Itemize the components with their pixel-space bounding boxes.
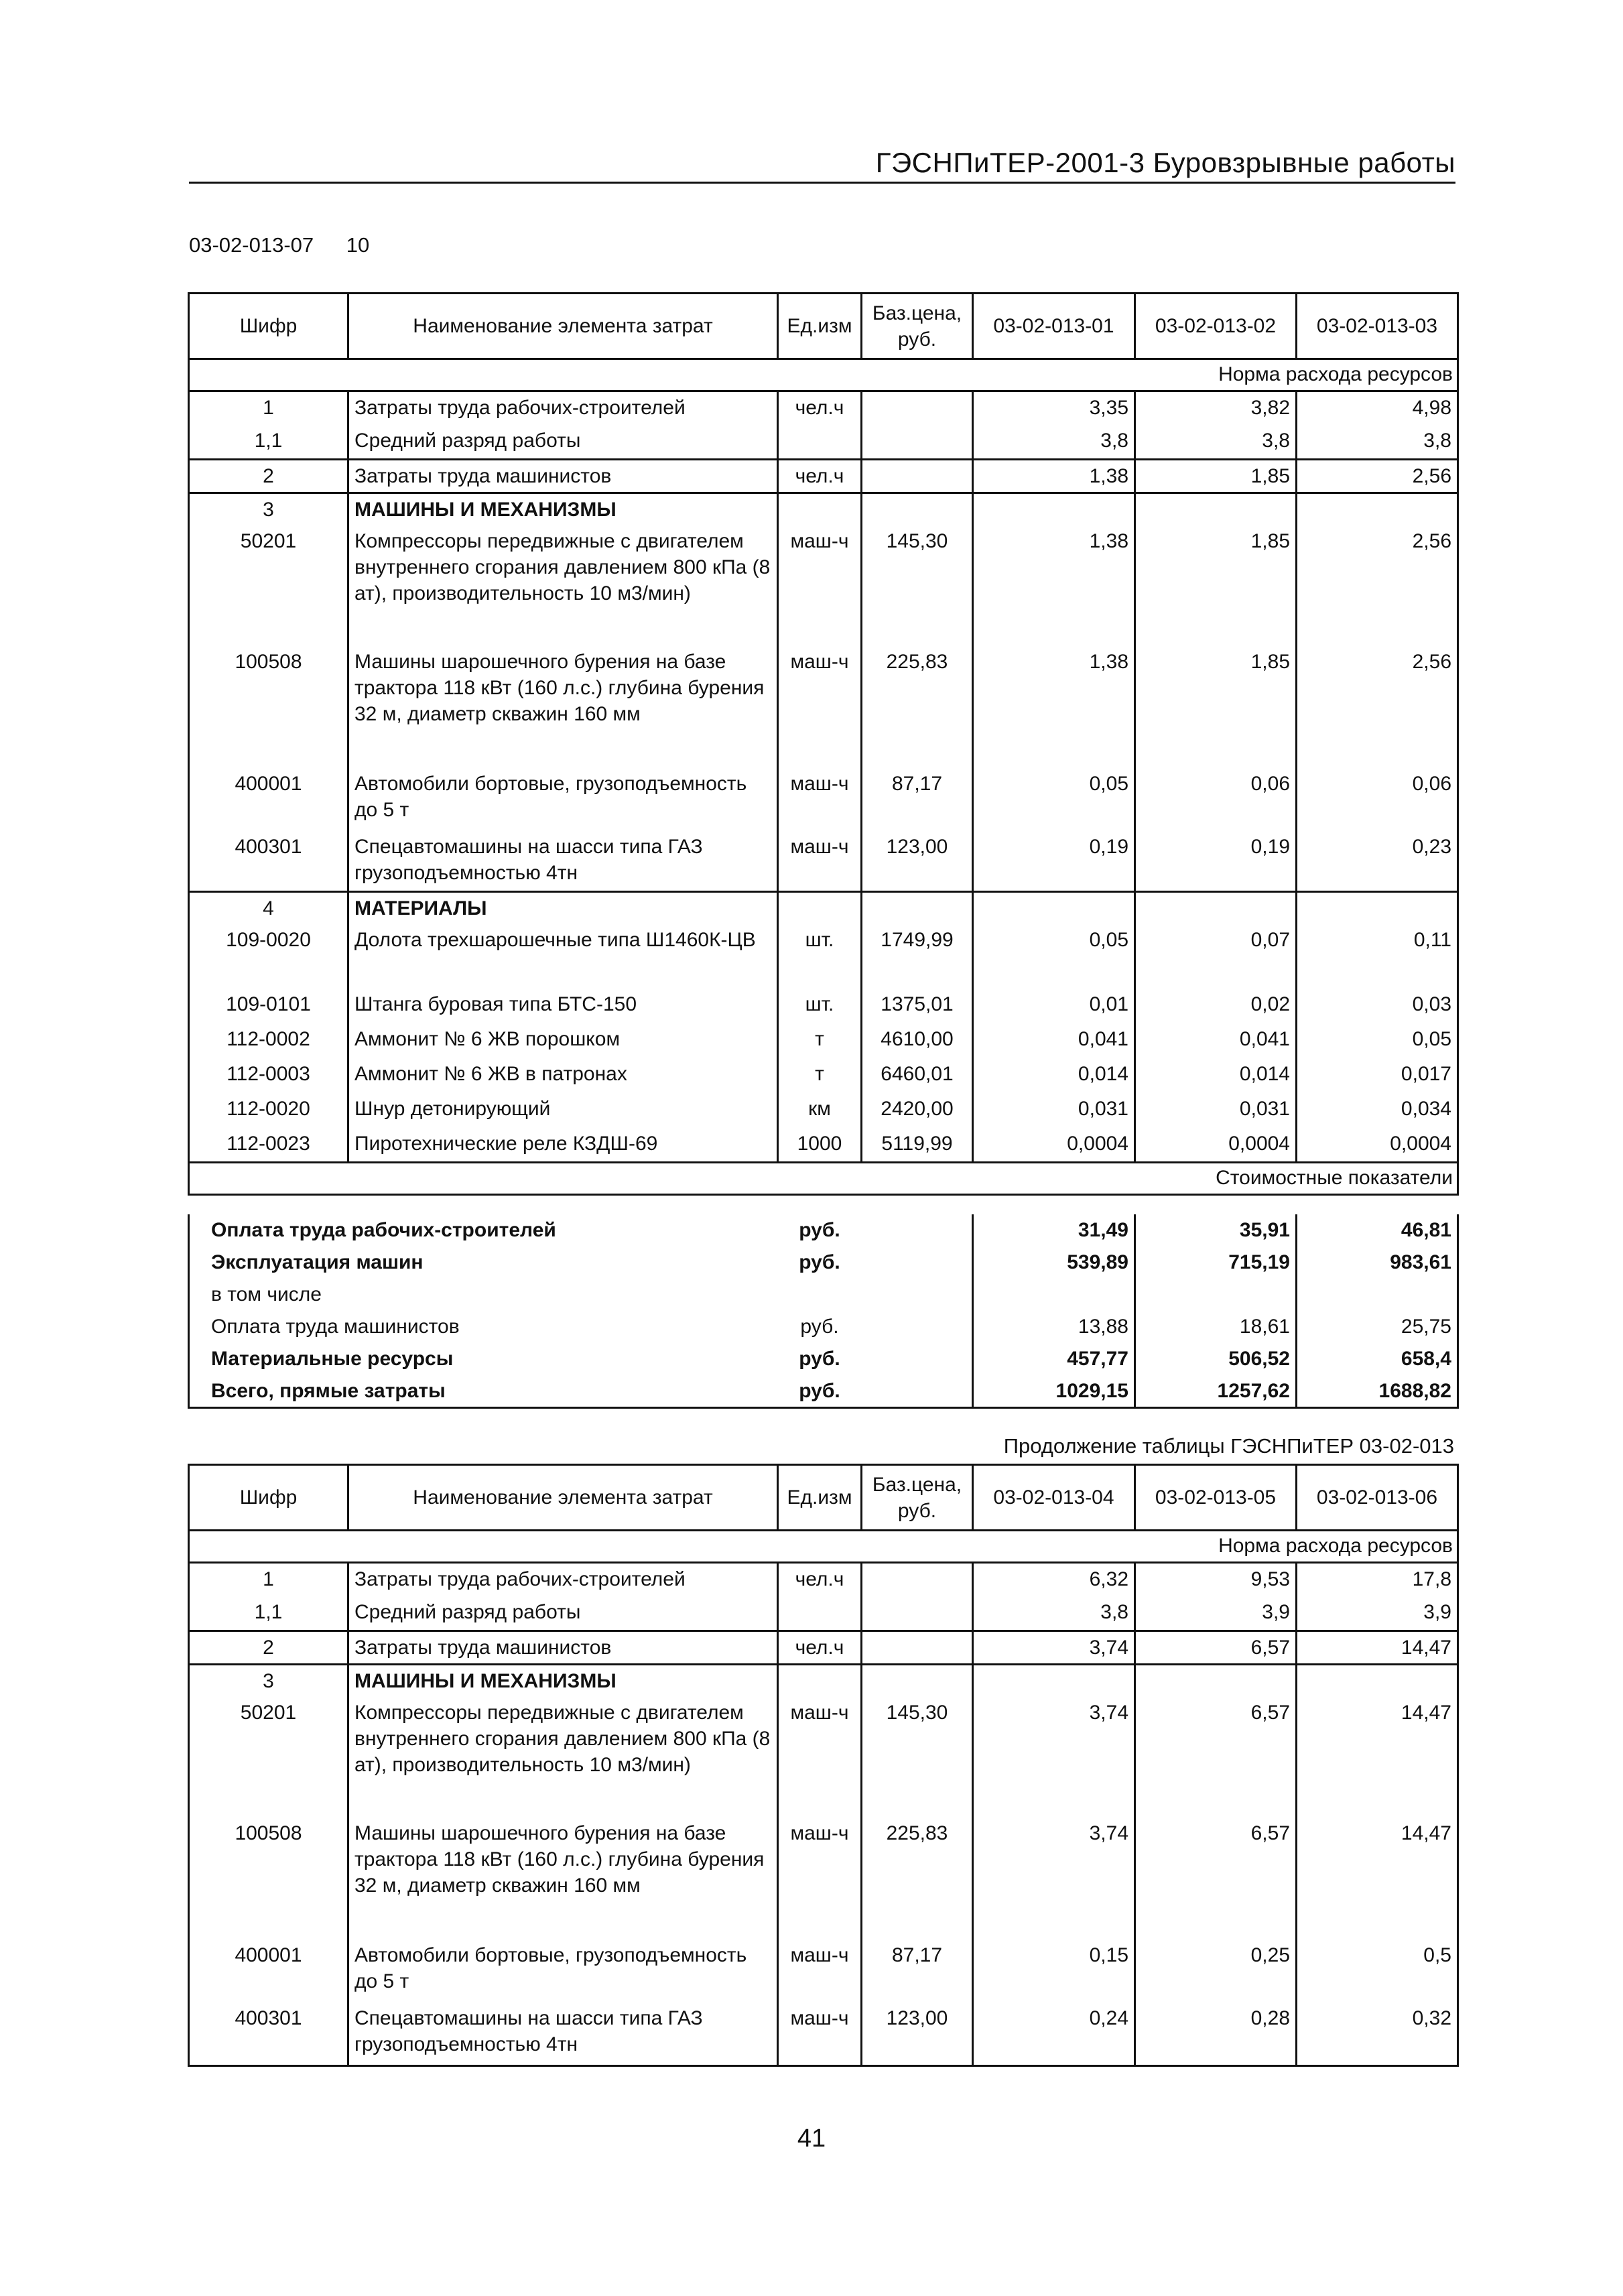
header-price: Баз.цена, руб.	[862, 1465, 973, 1531]
summary-value-2: 1257,62	[1135, 1375, 1297, 1408]
row-price	[862, 1596, 973, 1631]
header-col-2: 03-02-013-05	[1135, 1465, 1297, 1531]
header-col-3: 03-02-013-03	[1297, 294, 1458, 359]
summary-unit: руб.	[800, 1316, 839, 1338]
row-name: Затраты труда машинистов	[348, 1631, 778, 1665]
row-name: Долота трехшарошечные типа Ш1460К-ЦВ	[348, 924, 778, 988]
summary-row	[189, 1375, 1458, 1408]
row-price: 225,83	[862, 1817, 973, 1939]
row-unit: чел.ч	[778, 460, 862, 493]
row-value-3: 0,0004	[1297, 1128, 1458, 1163]
row-unit: шт.	[778, 988, 862, 1023]
summary-value-1: 13,88	[973, 1311, 1135, 1343]
summary-value-3	[1297, 1279, 1458, 1311]
summary-unit: руб.	[799, 1348, 840, 1370]
row-unit	[778, 891, 862, 924]
row-name: Спецавтомашины на шасси типа ГАЗ грузоподъемностью 4тн	[348, 831, 778, 891]
row-value-1: 3,74	[973, 1817, 1135, 1939]
row-price	[862, 425, 973, 460]
row-value-1: 3,74	[973, 1697, 1135, 1817]
row-value-1: 6,32	[973, 1563, 1135, 1596]
table-row	[189, 391, 1458, 425]
section-cost-label: Стоимостные показатели	[189, 1163, 1458, 1195]
row-value-1: 0,0004	[973, 1128, 1135, 1163]
row-unit: т	[778, 1023, 862, 1058]
table-row	[189, 1817, 1458, 1939]
row-value-1: 0,01	[973, 988, 1135, 1023]
row-value-3: 0,32	[1297, 2002, 1458, 2065]
row-value-1: 0,014	[973, 1058, 1135, 1093]
row-unit	[778, 425, 862, 460]
row-value-2: 9,53	[1135, 1563, 1297, 1596]
row-name: Компрессоры передвижные с двигателем внутреннего сгорания давлением 800 кПа (8 ат), производительность 10 м3/мин)	[348, 1697, 778, 1817]
row-value-3: 14,47	[1297, 1631, 1458, 1665]
summary-unit	[778, 1279, 862, 1311]
row-value-1: 0,24	[973, 2002, 1135, 2065]
summary-value-3: 1688,82	[1297, 1375, 1458, 1408]
row-unit: км	[778, 1093, 862, 1128]
row-value-1: 3,74	[973, 1631, 1135, 1665]
table-row	[189, 831, 1458, 891]
table-row	[189, 988, 1458, 1023]
row-value-1: 3,8	[973, 425, 1135, 460]
row-price	[862, 493, 973, 526]
section-norm-label: Норма расхода ресурсов	[189, 1531, 1458, 1563]
row-value-3: 14,47	[1297, 1697, 1458, 1817]
summary-label: Всего, прямые затраты	[189, 1375, 778, 1408]
summary-value-1	[973, 1279, 1135, 1311]
table-row	[189, 1665, 1458, 1698]
row-value-3: 0,23	[1297, 831, 1458, 891]
row-code: 1,1	[189, 425, 348, 460]
summary-row	[189, 1279, 1458, 1311]
row-name: Аммонит № 6 ЖВ порошком	[348, 1023, 778, 1058]
row-value-2	[1135, 1665, 1297, 1698]
header-price: Баз.цена, руб.	[862, 294, 973, 359]
row-price: 6460,01	[862, 1058, 973, 1093]
row-value-3: 0,05	[1297, 1023, 1458, 1058]
summary-label: в том числе	[189, 1279, 778, 1311]
rate-value: 10	[346, 233, 370, 257]
row-price	[862, 391, 973, 425]
table-row	[189, 425, 1458, 460]
row-value-2: 0,19	[1135, 831, 1297, 891]
row-name: Штанга буровая типа БТС-150	[348, 988, 778, 1023]
header-col-1: 03-02-013-01	[973, 294, 1135, 359]
row-unit: чел.ч	[778, 1563, 862, 1596]
summary-unit: руб.	[799, 1251, 840, 1273]
section-heading-machines: МАШИНЫ И МЕХАНИЗМЫ	[348, 493, 778, 526]
row-code: 109-0020	[189, 924, 348, 988]
row-price	[862, 891, 973, 924]
row-unit	[778, 1665, 862, 1698]
row-value-1	[973, 891, 1135, 924]
row-value-3: 0,017	[1297, 1058, 1458, 1093]
row-unit: чел.ч	[778, 391, 862, 425]
table-row	[189, 1058, 1458, 1093]
row-value-1: 0,19	[973, 831, 1135, 891]
summary-value-3: 46,81	[1297, 1214, 1458, 1247]
row-code: 400001	[189, 1939, 348, 2002]
table-row	[189, 1128, 1458, 1163]
row-name: Автомобили бортовые, грузоподъемность до 5 т	[348, 768, 778, 831]
summary-value-2: 506,52	[1135, 1343, 1297, 1375]
summary-row	[189, 1247, 1458, 1279]
section-norm-label: Норма расхода ресурсов	[189, 359, 1458, 391]
row-value-2: 6,57	[1135, 1697, 1297, 1817]
row-price: 1375,01	[862, 988, 973, 1023]
row-value-1	[973, 493, 1135, 526]
row-code: 400301	[189, 2002, 348, 2065]
row-code: 2	[189, 460, 348, 493]
row-unit: т	[778, 1058, 862, 1093]
row-code: 112-0020	[189, 1093, 348, 1128]
row-code: 1	[189, 391, 348, 425]
row-unit: 1000	[778, 1128, 862, 1163]
row-name: Автомобили бортовые, грузоподъемность до 5 т	[348, 1939, 778, 2002]
row-value-2: 3,82	[1135, 391, 1297, 425]
summary-price	[862, 1311, 973, 1343]
row-value-1: 0,05	[973, 924, 1135, 988]
summary-value-2: 18,61	[1135, 1311, 1297, 1343]
norm-table-1	[188, 292, 1459, 1196]
row-unit: маш-ч	[778, 1817, 862, 1939]
row-code: 1,1	[189, 1596, 348, 1631]
row-value-2: 0,06	[1135, 768, 1297, 831]
table-row	[189, 646, 1458, 768]
summary-value-1: 31,49	[973, 1214, 1135, 1247]
table-row	[189, 891, 1458, 924]
table-row	[189, 1023, 1458, 1058]
row-price	[862, 1563, 973, 1596]
summary-label: Материальные ресурсы	[189, 1343, 778, 1375]
row-name: Средний разряд работы	[348, 425, 778, 460]
row-name: Средний разряд работы	[348, 1596, 778, 1631]
row-code: 112-0002	[189, 1023, 348, 1058]
row-code: 100508	[189, 1817, 348, 1939]
header-name: Наименование элемента затрат	[348, 1465, 778, 1531]
row-value-2: 0,031	[1135, 1093, 1297, 1128]
row-unit: маш-ч	[778, 1697, 862, 1817]
summary-value-2: 35,91	[1135, 1214, 1297, 1247]
table-row	[189, 1939, 1458, 2002]
row-value-2: 3,8	[1135, 425, 1297, 460]
row-value-3: 3,8	[1297, 425, 1458, 460]
row-price: 145,30	[862, 1697, 973, 1817]
table-row	[189, 924, 1458, 988]
table-row	[189, 1596, 1458, 1631]
summary-label: Оплата труда машинистов	[189, 1311, 778, 1343]
row-value-1: 0,031	[973, 1093, 1135, 1128]
row-value-2: 0,0004	[1135, 1128, 1297, 1163]
summary-row	[189, 1214, 1458, 1247]
document-title: ГЭСНПиТЕР-2001-3 Буровзрывные работы	[875, 147, 1455, 178]
row-code: 400301	[189, 831, 348, 891]
summary-unit: руб.	[799, 1219, 840, 1241]
summary-label: Эксплуатация машин	[189, 1247, 778, 1279]
row-price: 2420,00	[862, 1093, 973, 1128]
row-value-3: 0,11	[1297, 924, 1458, 988]
row-value-2: 1,85	[1135, 646, 1297, 768]
row-value-2: 3,9	[1135, 1596, 1297, 1631]
row-value-3: 2,56	[1297, 646, 1458, 768]
row-value-3: 2,56	[1297, 460, 1458, 493]
table-header-row	[189, 294, 1458, 359]
row-value-2	[1135, 493, 1297, 526]
row-unit: шт.	[778, 924, 862, 988]
table-header-row	[189, 1465, 1458, 1531]
table-row	[189, 1093, 1458, 1128]
header-name: Наименование элемента затрат	[348, 294, 778, 359]
row-name: Затраты труда рабочих-строителей	[348, 391, 778, 425]
row-code: 112-0023	[189, 1128, 348, 1163]
row-code: 400001	[189, 768, 348, 831]
norm-table-2	[188, 1464, 1459, 2067]
row-value-3	[1297, 891, 1458, 924]
row-code: 3	[189, 1665, 348, 1698]
header-unit: Ед.изм	[778, 294, 862, 359]
row-value-3: 3,9	[1297, 1596, 1458, 1631]
summary-value-3: 658,4	[1297, 1343, 1458, 1375]
row-value-3: 0,03	[1297, 988, 1458, 1023]
row-name: Аммонит № 6 ЖВ в патронах	[348, 1058, 778, 1093]
summary-value-1: 457,77	[973, 1343, 1135, 1375]
row-unit: чел.ч	[778, 1631, 862, 1665]
row-value-1	[973, 1665, 1135, 1698]
row-value-3: 0,5	[1297, 1939, 1458, 2002]
row-unit: маш-ч	[778, 525, 862, 646]
row-value-2	[1135, 891, 1297, 924]
row-price	[862, 1631, 973, 1665]
row-value-3: 0,034	[1297, 1093, 1458, 1128]
header-col-1: 03-02-013-04	[973, 1465, 1135, 1531]
row-value-3: 2,56	[1297, 525, 1458, 646]
row-code: 112-0003	[189, 1058, 348, 1093]
summary-value-1: 539,89	[973, 1247, 1135, 1279]
table-row	[189, 460, 1458, 493]
row-value-2: 0,014	[1135, 1058, 1297, 1093]
summary-price	[862, 1343, 973, 1375]
row-name: Пиротехнические реле КЗДШ-69	[348, 1128, 778, 1163]
cost-summary-table	[188, 1214, 1459, 1409]
summary-price	[862, 1279, 973, 1311]
row-name: Спецавтомашины на шасси типа ГАЗ грузоподъемностью 4тн	[348, 2002, 778, 2065]
table-row	[189, 525, 1458, 646]
summary-price	[862, 1247, 973, 1279]
row-price: 5119,99	[862, 1128, 973, 1163]
row-price: 225,83	[862, 646, 973, 768]
row-price	[862, 1665, 973, 1698]
row-value-3	[1297, 1665, 1458, 1698]
header-cipher: Шифр	[189, 1465, 348, 1531]
header-unit: Ед.изм	[778, 1465, 862, 1531]
row-unit: маш-ч	[778, 2002, 862, 2065]
row-price: 87,17	[862, 768, 973, 831]
row-unit: маш-ч	[778, 1939, 862, 2002]
continuation-note: Продолжение таблицы ГЭСНПиТЕР 03-02-013	[1003, 1434, 1454, 1458]
page-header	[189, 146, 1455, 184]
row-unit	[778, 493, 862, 526]
row-unit: маш-ч	[778, 768, 862, 831]
row-value-3: 17,8	[1297, 1563, 1458, 1596]
header-cipher: Шифр	[189, 294, 348, 359]
row-value-2: 6,57	[1135, 1631, 1297, 1665]
row-code: 1	[189, 1563, 348, 1596]
summary-price	[862, 1214, 973, 1247]
summary-label: Оплата труда рабочих-строителей	[189, 1214, 778, 1247]
section-heading-materials: МАТЕРИАЛЫ	[348, 891, 778, 924]
row-value-1: 3,35	[973, 391, 1135, 425]
row-name: Шнур детонирующий	[348, 1093, 778, 1128]
row-name: Компрессоры передвижные с двигателем внутреннего сгорания давлением 800 кПа (8 ат), производительность 10 м3/мин)	[348, 525, 778, 646]
table-row	[189, 768, 1458, 831]
row-value-1: 0,15	[973, 1939, 1135, 2002]
row-value-1: 1,38	[973, 525, 1135, 646]
summary-value-3: 25,75	[1297, 1311, 1458, 1343]
row-code: 50201	[189, 1697, 348, 1817]
row-price	[862, 460, 973, 493]
header-col-2: 03-02-013-02	[1135, 294, 1297, 359]
row-value-1: 1,38	[973, 646, 1135, 768]
section-norm-row	[189, 1531, 1458, 1563]
summary-value-2	[1135, 1279, 1297, 1311]
row-value-2: 1,85	[1135, 460, 1297, 493]
row-value-2: 0,07	[1135, 924, 1297, 988]
row-value-2: 0,25	[1135, 1939, 1297, 2002]
table-row	[189, 1697, 1458, 1817]
row-value-3: 0,06	[1297, 768, 1458, 831]
row-code: 109-0101	[189, 988, 348, 1023]
row-price: 4610,00	[862, 1023, 973, 1058]
row-value-3: 4,98	[1297, 391, 1458, 425]
rate-code: 03-02-013-07	[189, 233, 314, 257]
row-value-2: 6,57	[1135, 1817, 1297, 1939]
row-unit: маш-ч	[778, 646, 862, 768]
table-row	[189, 1563, 1458, 1596]
row-value-1: 3,8	[973, 1596, 1135, 1631]
row-value-2: 0,02	[1135, 988, 1297, 1023]
row-unit	[778, 1596, 862, 1631]
page-number: 41	[797, 2124, 826, 2153]
table-row	[189, 2002, 1458, 2065]
row-value-1: 0,05	[973, 768, 1135, 831]
header-col-3: 03-02-013-06	[1297, 1465, 1458, 1531]
row-value-1: 1,38	[973, 460, 1135, 493]
summary-value-1: 1029,15	[973, 1375, 1135, 1408]
row-code: 3	[189, 493, 348, 526]
row-value-3: 14,47	[1297, 1817, 1458, 1939]
row-price: 123,00	[862, 831, 973, 891]
row-value-1: 0,041	[973, 1023, 1135, 1058]
row-code: 100508	[189, 646, 348, 768]
row-value-3	[1297, 493, 1458, 526]
table-row	[189, 493, 1458, 526]
section-heading-machines: МАШИНЫ И МЕХАНИЗМЫ	[348, 1665, 778, 1698]
row-name: Затраты труда машинистов	[348, 460, 778, 493]
section-norm-row	[189, 359, 1458, 391]
summary-value-2: 715,19	[1135, 1247, 1297, 1279]
table-row	[189, 1631, 1458, 1665]
row-code: 4	[189, 891, 348, 924]
code-line	[189, 233, 369, 257]
row-value-2: 0,28	[1135, 2002, 1297, 2065]
row-name: Машины шарошечного бурения на базе трактора 118 кВт (160 л.с.) глубина бурения 32 м, диаметр скважин 160 мм	[348, 1817, 778, 1939]
summary-unit: руб.	[778, 1375, 862, 1408]
summary-price	[862, 1375, 973, 1408]
row-unit: маш-ч	[778, 831, 862, 891]
summary-row	[189, 1311, 1458, 1343]
row-value-2: 1,85	[1135, 525, 1297, 646]
summary-row	[189, 1343, 1458, 1375]
row-name: Машины шарошечного бурения на базе трактора 118 кВт (160 л.с.) глубина бурения 32 м, диаметр скважин 160 мм	[348, 646, 778, 768]
row-price: 145,30	[862, 525, 973, 646]
row-price: 1749,99	[862, 924, 973, 988]
summary-value-3: 983,61	[1297, 1247, 1458, 1279]
section-cost-row	[189, 1163, 1458, 1195]
row-name: Затраты труда рабочих-строителей	[348, 1563, 778, 1596]
row-code: 50201	[189, 525, 348, 646]
row-code: 2	[189, 1631, 348, 1665]
row-value-2: 0,041	[1135, 1023, 1297, 1058]
row-price: 87,17	[862, 1939, 973, 2002]
row-price: 123,00	[862, 2002, 973, 2065]
